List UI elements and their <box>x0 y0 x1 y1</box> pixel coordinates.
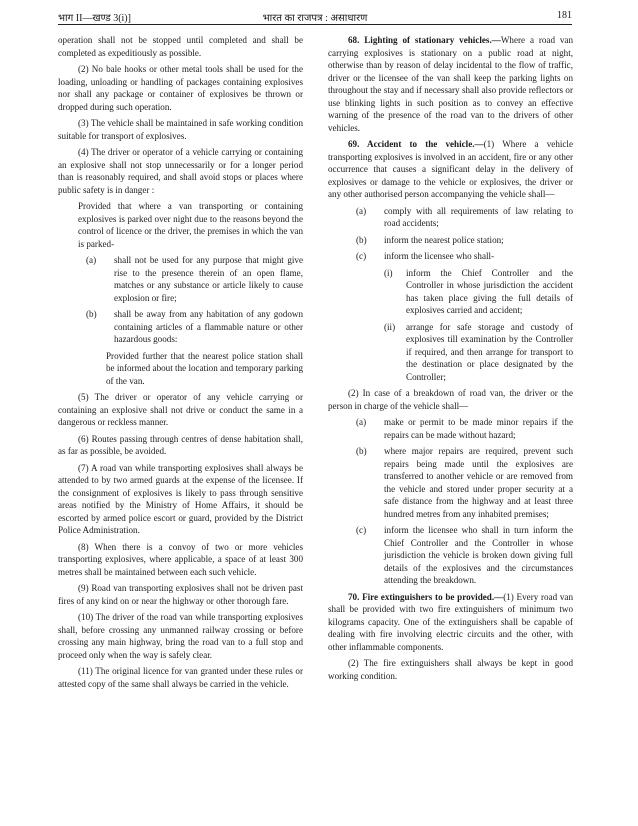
header-part-section: भाग II—खण्ड 3(i)] <box>58 13 131 24</box>
clause-4b <box>58 308 303 346</box>
subclause-text: inform the Chief Controller and the Controller in whose jurisdiction the accident has taken place giving the full details of explosives carried and accident; <box>406 267 573 315</box>
page-header <box>58 6 572 22</box>
clause-label: (a) <box>356 205 367 216</box>
paragraph-10: (10) The driver of the road van while transporting explosives shall, before crossing any unmanned railway crossing or before crossing any main highway, bring the road van to a full stop and proceed only when the way is safely clear. <box>58 612 303 660</box>
section-70 <box>328 591 573 654</box>
section-68-heading: 68. Lighting of stationary vehicles.— <box>348 35 501 45</box>
section-68-text: Where a road van carrying explosives is stationary on a public road at night, otherwise than by reason of delay incidental to the flow of traffic, driver or the licensee of the van shall keep the parking lights on throughout the stay and if necessary shall also provide reflectors or use blinking lights in such position as to convey an effective warning of the presence of the road van to the drivers of other vehicles. <box>328 35 573 133</box>
clause-label: (c) <box>356 251 367 261</box>
clause-4a <box>58 254 303 304</box>
clause-69a <box>328 205 573 230</box>
clause-4b-proviso: Provided further that the nearest police station shall be informed about the location and temporary parking of the van. <box>106 350 303 386</box>
clause-text: where major repairs are required, prevent such repairs being made until the explosives are transferred to another vehicle or are removed from the vehicle and stored under proper security at a safe distance from the highway and at least three hundred metres from any inhabited premises; <box>384 446 573 519</box>
header-gazette-title: भारत का राजपत्र : असाधारण <box>262 13 368 24</box>
section-69-2: (2) In case of a breakdown of road van, the driver or the person in charge of the vehicle shall— <box>328 388 573 411</box>
subclause-label: (ii) <box>384 321 396 332</box>
paragraph-continuation: operation shall not be stopped until completed and shall be completed as expeditiously as possible. <box>58 35 303 58</box>
subclause-69c-i <box>328 267 573 317</box>
page-number: 181 <box>557 10 572 21</box>
clause-label: (b) <box>86 309 97 319</box>
clause-text: make or permit to be made minor repairs if the repairs can be made without hazard; <box>384 417 573 440</box>
clause-text: shall be away from any habitation of any godown containing articles of a flammable nature or other hazardous goods: <box>114 309 303 344</box>
left-column <box>58 34 303 694</box>
paragraph-3: (3) The vehicle shall be maintained in safe working condition suitable for transport of explosives. <box>58 118 303 141</box>
clause-text: inform the licensee who shall- <box>384 251 495 261</box>
clause-text: shall not be used for any purpose that might give rise to the presence therein of an open flame, matches or any substance or article likely to cause explosion or fire; <box>114 255 303 303</box>
paragraph-2: (2) No bale hooks or other metal tools shall be used for the loading, unloading or handling of packages containing explosives nor shall any package or container of explosives be thrown or dropped during such operation. <box>58 64 303 112</box>
clause-text: comply with all requirements of law relating to road accidents; <box>384 205 573 228</box>
paragraph-7: (7) A road van while transporting explosives shall always be attended to by two armed guards at the expense of the licensee. If the consignment of explosives is likely to pass through sensitive areas notified by the Ministry of Home Affairs, it should be escorted by armed police escort or guard, provided by the District Police Administration. <box>58 462 303 535</box>
paragraph-4: (4) The driver or operator of a vehicle carrying or containing an explosive shall not stop unnecessarily or for a longer period than is reasonably required, and shall avoid stops or places where public safety is in danger : <box>58 147 303 195</box>
section-69-text: (1) Where a vehicle transporting explosives is involved in an accident, fire or any other occurrence that causes a significant delay in the delivery of explosives or damage to the vehicle or explosives, the driver or any other authorised person accompanying the vehicle shall— <box>328 139 573 199</box>
paragraph-8: (8) When there is a convoy of two or more vehicles transporting explosives, where applicable, a space of at least 300 metres shall be maintained between each such vehicle. <box>58 541 303 577</box>
clause-label: (a) <box>86 255 97 265</box>
section-69 <box>328 138 573 201</box>
paragraph-4-proviso: Provided that where a van transporting or containing explosives is parked over night due to the reasons beyond the control of licence or the driver, the premises in which the van is parked- <box>78 201 303 249</box>
clause-label: (c) <box>356 525 367 535</box>
header-rule <box>58 24 572 25</box>
section-68 <box>328 34 573 134</box>
paragraph-9: (9) Road van transporting explosives shall not be driven past fires of any kind on or near the highway or other thorough fare. <box>58 583 303 606</box>
clause-69-2c <box>328 524 573 587</box>
section-70-text: (1) Every road van shall be provided with two fire extinguishers of minimum two kilograms capacity. One of the extinguishers shall be capable of dealing with fire involving electric circuits and the other, with other inflammable components. <box>328 591 573 652</box>
clause-69c <box>328 250 573 263</box>
section-70-heading: 70. Fire extinguishers to be provided.— <box>348 591 504 602</box>
clause-text: inform the licensee who shall in turn inform the Chief Controller and the Controller in whose jurisdiction the vehicle is broken down giving full details of the explosives and the circumstances attending the breakdown. <box>384 525 573 585</box>
paragraph-11: (11) The original licence for van granted under these rules or attested copy of the same shall always be carried in the vehicle. <box>58 666 303 689</box>
subclause-69c-ii <box>328 321 573 384</box>
clause-69-2b <box>328 445 573 520</box>
clause-label: (a) <box>356 417 367 427</box>
paragraph-5: (5) The driver or operator of any vehicle carrying or containing an explosive shall not drive or conduct the same in a dangerous or reckless manner. <box>58 392 303 427</box>
paragraph-6: (6) Routes passing through centres of dense habitation shall, as far as possible, be avoided. <box>58 433 303 456</box>
section-69-heading: 69. Accident to the vehicle.— <box>348 139 484 149</box>
clause-69-2a <box>328 416 573 441</box>
clause-text: inform the nearest police station; <box>384 234 504 245</box>
clause-69b <box>328 234 573 247</box>
right-column <box>328 34 573 686</box>
subclause-text: arrange for safe storage and custody of explosives till examination by the Controller if required, and then arrange for transport to the destination or place designated by the Controller; <box>406 321 573 382</box>
section-70-2: (2) The fire extinguishers shall always be kept in good working condition. <box>328 658 573 681</box>
subclause-label: (i) <box>384 267 393 278</box>
clause-label: (b) <box>356 446 367 456</box>
clause-label: (b) <box>356 234 367 245</box>
